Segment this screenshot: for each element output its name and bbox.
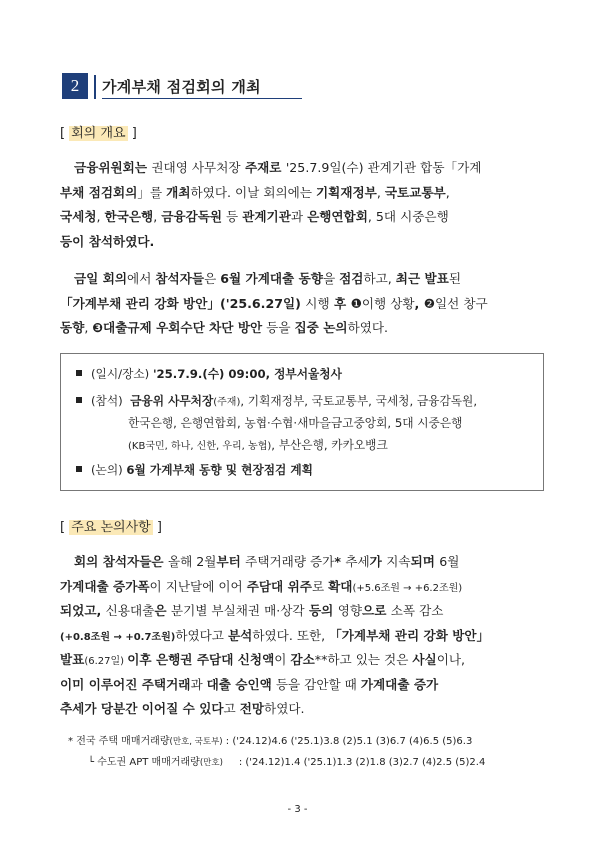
emphasis-text: 등이 참석하였다. [60,233,155,249]
footnote-source: (만호) [199,758,223,768]
emphasis-text: 6월 가계대출 동향 [220,271,323,286]
paragraph-line [60,624,489,649]
body-text: 과 [290,209,308,224]
body-text: 지속 [386,554,411,569]
body-text: 이나, [436,652,466,667]
body-text: 등을 감안할 때 [271,676,361,692]
paragraph-line [60,673,489,698]
page-number: - 3 - [287,804,308,815]
body-text: 된 [448,271,462,286]
info-item-attendees-line2 [128,415,462,431]
section-divider [94,75,96,99]
body-text: (+5.6조원 → +6.2조원) [352,582,463,594]
emphasis-text: 등의 [304,603,338,618]
body-text: 영향 [337,603,363,618]
body-text: 시행 [305,295,330,311]
info-small-note: (주재) [213,397,241,408]
emphasis-text: 참석자들 [155,271,205,286]
body-text: , [84,320,93,335]
overview-paragraph-2 [60,267,488,341]
body-text: 로 [311,578,329,594]
body-text: 소폭 감소 [390,603,444,618]
body-text: (6.27일) [84,656,128,667]
emphasis-text: 최근 발표 [395,271,449,286]
body-text: 하였다. [264,701,305,716]
paragraph-line [60,550,489,575]
emphasis-text: 감소 [290,652,315,667]
body-text: 하고, [363,271,396,286]
footnote-mark: * [68,736,73,747]
emphasis-text: 은 [154,603,171,618]
emphasis-text: * [334,554,346,569]
paragraph-line [60,292,488,317]
info-label: (논의) [91,463,123,477]
emphasis-text: 부채 점검회의 [60,184,138,200]
body-text: 과 [190,676,207,692]
emphasis-text: 은행연합회 [307,209,368,224]
body-text: 등을 [262,320,295,335]
emphasis-text: 가계대출 증가 [360,676,439,692]
body-text: , [96,209,105,224]
bullet-square-icon [76,466,82,472]
paragraph-line [60,599,489,624]
emphasis-text: 사실 [412,652,437,667]
emphasis-text: 대출 승인액 [206,676,272,692]
info-item-attendees-line3 [128,437,388,453]
info-value: '25.7.9.(수) 09:00, 정부서울청사 [152,367,342,381]
info-value-bold: 금융위 사무처장 [130,394,214,408]
emphasis-text: 으로 [362,603,391,618]
section-title: 가계부채 점검회의 개최 [102,78,261,96]
overview-heading: [ 회의 개요 ] [60,126,137,141]
section-header [62,73,302,99]
emphasis-text: 「가계부채 관리 강화 방안」 [329,627,490,643]
body-text: 하였다. [347,320,389,335]
discussion-heading: [ 주요 논의사항 ] [60,520,162,535]
bullet-square-icon [76,370,82,376]
paragraph-line [60,205,481,230]
emphasis-text: 회의 참석자들은 [74,554,168,569]
emphasis-text: 추세가 당분간 이어질 수 있다 [60,701,224,716]
emphasis-text: 이미 이루어진 주택거래 [60,676,191,692]
emphasis-text: 주재로 [240,160,286,175]
paragraph-line [60,156,481,181]
emphasis-text: 분석 [227,627,253,643]
emphasis-text: 되며 [410,554,440,569]
body-text: 이 지난달에 이어 [149,578,247,594]
emphasis-text: 국세청 [60,209,97,224]
footnote-1 [68,732,472,747]
body-text: 권대영 사무처장 [151,160,241,175]
emphasis-text: 전망 [239,701,265,716]
body-text: 이 [274,652,291,667]
paragraph-line [60,267,488,292]
emphasis-text: , [414,295,424,311]
body-text: ❶이행 상황 [350,295,415,311]
emphasis-text: 부터 [216,554,246,569]
body-text: 을 [322,271,340,286]
paragraph-line [60,230,481,255]
overview-paragraph-1 [60,156,481,254]
footnote-values: : ('24.12)4.6 ('25.1)3.8 (2)5.1 (3)6.7 (4)6.5 (5)6.3 [225,736,473,747]
emphasis-text: 주담대 위주 [246,578,312,594]
emphasis-text: (+0.8조원 → +0.7조원) [60,631,176,643]
emphasis-text: 개최 [166,184,191,200]
emphasis-text: 금융위원회는 [74,160,152,175]
body-text: 신용대출 [105,603,155,618]
emphasis-text: 후 [329,295,351,311]
emphasis-text: 금일 회의 [74,271,128,286]
emphasis-text: 국토교통부 [384,184,446,200]
emphasis-text: ❸대출규제 우회수단 차단 방안 [92,320,263,335]
paragraph-line [60,316,488,341]
body-text: 올해 2월 [167,554,217,569]
info-small-note: (KB국민, 하나, 신한, 우리, 농협) [128,441,272,452]
body-text: , 5대 시중은행 [367,209,449,224]
info-value: 한국은행, 은행연합회, 농협·수협·새마을금고중앙회, 5대 시중은행 [128,416,463,430]
body-text: 등 [222,209,243,224]
body-text: **하고 있는 것은 [314,652,413,667]
body-text: 하였다. 이날 회의에는 [190,184,317,200]
emphasis-text: 한국은행 [104,209,154,224]
body-text: 은 [204,271,221,286]
paragraph-line [60,181,481,206]
body-text: 고 [223,701,240,716]
emphasis-text: 가계대출 증가폭 [60,578,150,594]
body-text: 추세 [345,554,370,569]
body-text: 6월 [439,554,460,569]
body-text: 하였다고 [175,627,228,643]
body-text: 분기별 부실채권 매·상각 [170,603,305,618]
body-text: 하였다. 또한, [252,627,330,643]
body-text: , [445,184,450,200]
footnote-mark: └ [88,757,95,768]
emphasis-text: 집중 논의 [294,320,348,335]
section-underline [102,98,302,99]
emphasis-text: 동향 [60,320,85,335]
body-text: 」를 [137,184,167,200]
info-item-datetime [76,366,342,382]
info-value: , 부산은행, 카카오뱅크 [271,438,388,452]
paragraph-line [60,648,489,673]
paragraph-line [60,697,489,722]
footnote-values: : ('24.12)1.4 ('25.1)1.3 (2)1.8 (3)2.7 (4)2.5 (5)2.4 [238,757,486,768]
body-text: ❷일선 창구 [423,295,488,311]
discussion-paragraph [60,550,489,722]
emphasis-text: 확대 [328,578,353,594]
info-label: (일시/장소) [91,367,150,381]
info-value: 6월 가계부채 동향 및 현장점검 계획 [126,463,313,477]
info-value: , 기획재정부, 국토교통부, 국세청, 금융감독원, [240,394,478,408]
paragraph-line [60,575,489,600]
emphasis-text: 관계기관 [242,209,291,224]
bullet-square-icon [76,397,82,403]
body-text: , [153,209,162,224]
discussion-heading-text: 주요 논의사항 [71,520,151,535]
emphasis-text: 가 [369,554,387,569]
body-text: 주택거래량 증가 [245,554,335,569]
body-text: '25.7.9일(수) 관계기관 합동「가계 [285,160,482,175]
info-item-agenda [76,462,313,478]
body-text: , [376,184,385,200]
emphasis-text: 되었고, [60,603,106,618]
emphasis-text: 금융감독원 [161,209,223,224]
footnote-label: 수도권 APT 매매거래량 [97,757,200,768]
footnote-source: (만호, 국토부) [169,737,223,747]
emphasis-text: 점검 [339,271,364,286]
footnote-2 [88,753,485,768]
body-text: 에서 [127,271,156,286]
info-item-attendees [76,393,477,409]
overview-heading-text: 회의 개요 [71,126,126,141]
info-label: (참석) [91,394,123,408]
emphasis-text: 발표 [60,652,85,667]
emphasis-text: 이후 은행권 주담대 신청액 [127,652,275,667]
footnote-label: 전국 주택 매매거래량 [76,736,170,747]
section-number: 2 [62,73,88,99]
emphasis-text: 「가계부채 관리 강화 방안」('25.6.27일) [60,295,306,311]
emphasis-text: 기획재정부 [316,184,377,200]
